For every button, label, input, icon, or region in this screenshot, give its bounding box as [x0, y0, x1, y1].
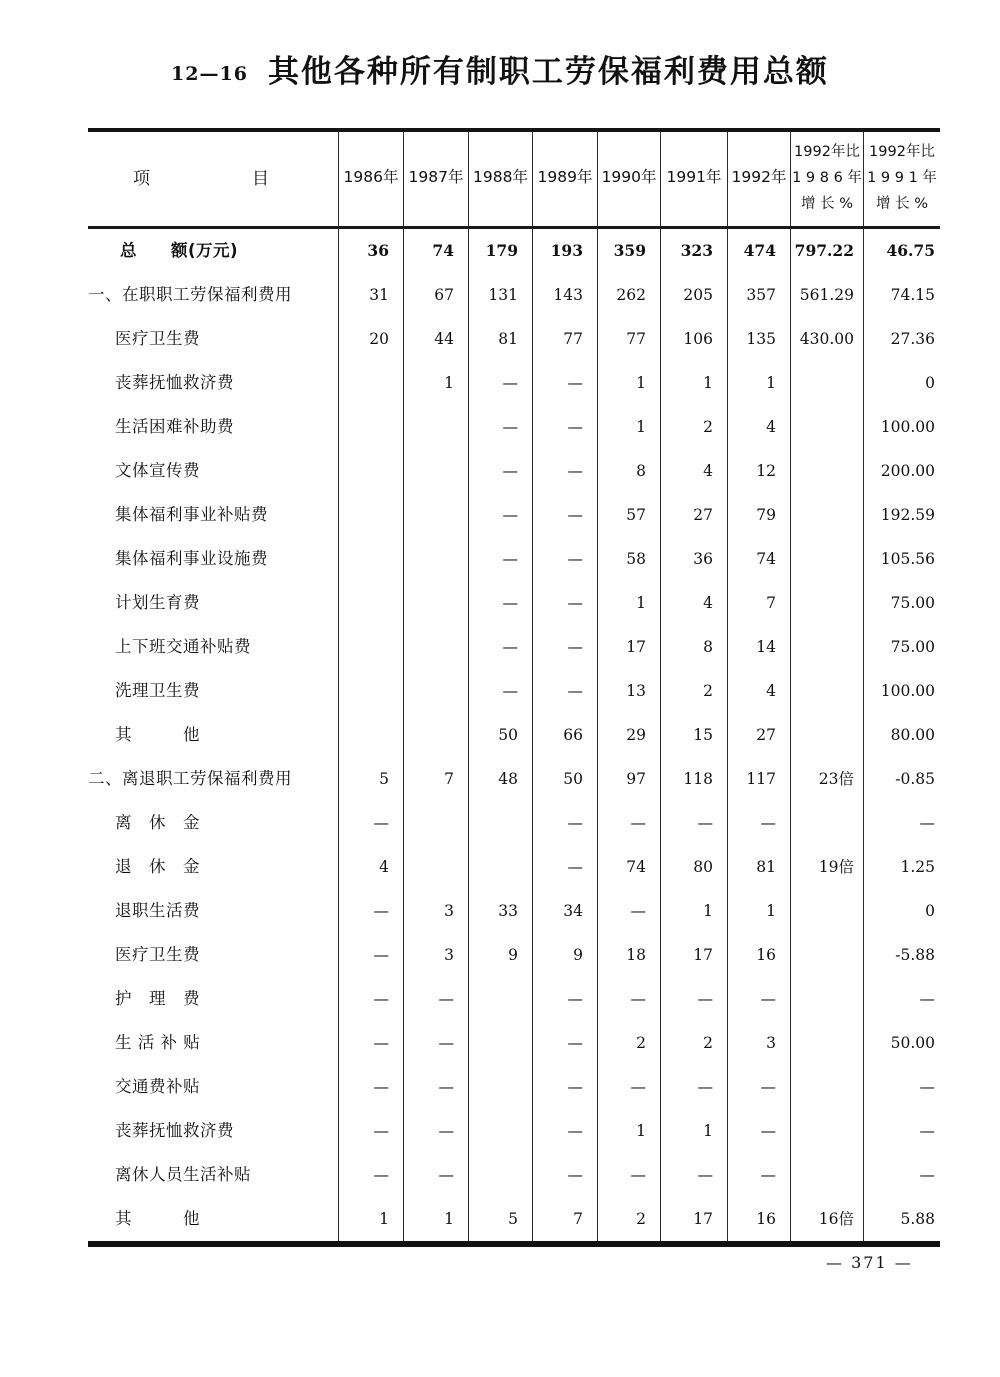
header-year-column: 1990年: [597, 132, 660, 226]
row-label: 总 额(万元): [120, 241, 239, 260]
header-year-column: 1986年: [338, 132, 403, 226]
value-cell-1986: —: [338, 933, 403, 977]
value-cell-growth-vs-1991: 75.00: [863, 625, 940, 669]
value-cell-growth-vs-1991: 1.25: [863, 845, 940, 889]
table-row: [88, 405, 940, 449]
value-cell-1990: —: [597, 801, 660, 845]
value-cell-1988: 131: [468, 273, 532, 317]
value-cell-1987: 74: [403, 229, 468, 273]
value-cell-1990: 29: [597, 713, 660, 757]
value-cell-1990: 1: [597, 405, 660, 449]
value-cell-growth-vs-1986: [790, 933, 863, 977]
value-cell-growth-vs-1986: [790, 801, 863, 845]
table-row: [88, 669, 940, 713]
value-cell-1991: —: [660, 801, 727, 845]
value-cell-1988: 33: [468, 889, 532, 933]
row-label: 集体福利事业设施费: [115, 549, 268, 568]
row-label: 护 理 费: [115, 989, 200, 1008]
value-cell-1990: 359: [597, 229, 660, 273]
value-cell-growth-vs-1991: 0: [863, 889, 940, 933]
value-cell-1987: —: [403, 1021, 468, 1065]
value-cell-1989: 66: [532, 713, 597, 757]
value-cell-1991: 2: [660, 669, 727, 713]
row-label: 二、离退职工劳保福利费用: [88, 769, 292, 788]
value-cell-1991: 118: [660, 757, 727, 801]
value-cell-1988: [468, 801, 532, 845]
table-title: 其他各种所有制职工劳保福利费用总额: [267, 54, 829, 90]
value-cell-1992: 16: [727, 1197, 790, 1241]
value-cell-growth-vs-1986: 23倍: [790, 757, 863, 801]
table-row: [88, 361, 940, 405]
row-label: 一、在职职工劳保福利费用: [88, 285, 292, 304]
value-cell-growth-vs-1991: —: [863, 1065, 940, 1109]
value-cell-1990: —: [597, 1153, 660, 1197]
value-cell-1992: 74: [727, 537, 790, 581]
value-cell-1989: 7: [532, 1197, 597, 1241]
value-cell-1991: 17: [660, 1197, 727, 1241]
value-cell-1990: 13: [597, 669, 660, 713]
value-cell-1988: 81: [468, 317, 532, 361]
table-row: [88, 317, 940, 361]
table-row: [88, 845, 940, 889]
value-cell-1988: —: [468, 405, 532, 449]
table-row: [88, 449, 940, 493]
value-cell-1992: —: [727, 1109, 790, 1153]
value-cell-growth-vs-1986: [790, 493, 863, 537]
value-cell-1989: —: [532, 845, 597, 889]
table-header: [88, 128, 940, 229]
value-cell-1992: —: [727, 801, 790, 845]
value-cell-1991: 4: [660, 581, 727, 625]
value-cell-1988: —: [468, 449, 532, 493]
value-cell-1990: —: [597, 1065, 660, 1109]
value-cell-growth-vs-1991: —: [863, 977, 940, 1021]
value-cell-1990: 58: [597, 537, 660, 581]
value-cell-1987: 7: [403, 757, 468, 801]
value-cell-1987: —: [403, 977, 468, 1021]
value-cell-1987: 1: [403, 1197, 468, 1241]
value-cell-1989: —: [532, 1153, 597, 1197]
row-label: 生活困难补助费: [115, 417, 234, 436]
table-row: [88, 229, 940, 273]
value-cell-1987: [403, 537, 468, 581]
value-cell-growth-vs-1991: 200.00: [863, 449, 940, 493]
row-label: 生 活 补 贴: [115, 1033, 201, 1052]
value-cell-1992: 81: [727, 845, 790, 889]
value-cell-1991: 15: [660, 713, 727, 757]
table-row: [88, 713, 940, 757]
value-cell-1989: —: [532, 493, 597, 537]
value-cell-growth-vs-1991: 192.59: [863, 493, 940, 537]
value-cell-1988: —: [468, 361, 532, 405]
page-number: — 371 —: [826, 1253, 913, 1272]
value-cell-1987: 44: [403, 317, 468, 361]
value-cell-1987: 67: [403, 273, 468, 317]
value-cell-1986: [338, 669, 403, 713]
table-number: 12—16: [171, 63, 248, 85]
value-cell-1992: 357: [727, 273, 790, 317]
value-cell-growth-vs-1986: [790, 449, 863, 493]
value-cell-growth-vs-1991: 80.00: [863, 713, 940, 757]
value-cell-1992: 7: [727, 581, 790, 625]
value-cell-growth-vs-1991: 100.00: [863, 405, 940, 449]
header-year-column: 1988年: [468, 132, 532, 226]
value-cell-1989: —: [532, 801, 597, 845]
value-cell-growth-vs-1986: [790, 537, 863, 581]
value-cell-1986: [338, 449, 403, 493]
growth-header-line-3: 增 长 %: [876, 196, 928, 212]
value-cell-1989: —: [532, 1065, 597, 1109]
value-cell-1989: 143: [532, 273, 597, 317]
table-row: [88, 537, 940, 581]
value-cell-1988: 48: [468, 757, 532, 801]
header-growth-column: [863, 132, 940, 226]
value-cell-1989: —: [532, 537, 597, 581]
value-cell-growth-vs-1991: 105.56: [863, 537, 940, 581]
value-cell-1990: 2: [597, 1197, 660, 1241]
table-row: [88, 801, 940, 845]
value-cell-1992: 16: [727, 933, 790, 977]
value-cell-growth-vs-1991: —: [863, 1109, 940, 1153]
table-row: [88, 757, 940, 801]
value-cell-1986: [338, 537, 403, 581]
value-cell-growth-vs-1986: 561.29: [790, 273, 863, 317]
value-cell-1989: —: [532, 1109, 597, 1153]
value-cell-1986: 31: [338, 273, 403, 317]
value-cell-1992: —: [727, 1065, 790, 1109]
value-cell-1986: —: [338, 889, 403, 933]
value-cell-growth-vs-1986: [790, 889, 863, 933]
value-cell-growth-vs-1991: 50.00: [863, 1021, 940, 1065]
value-cell-1988: [468, 1065, 532, 1109]
value-cell-1989: —: [532, 669, 597, 713]
value-cell-growth-vs-1991: 27.36: [863, 317, 940, 361]
value-cell-1989: 77: [532, 317, 597, 361]
value-cell-growth-vs-1986: [790, 1153, 863, 1197]
value-cell-growth-vs-1991: -5.88: [863, 933, 940, 977]
growth-header-line-1: 1992年比: [794, 144, 860, 160]
row-label: 退 休 金: [115, 857, 200, 876]
table-row: [88, 493, 940, 537]
value-cell-1991: —: [660, 1153, 727, 1197]
growth-header-line-3: 增 长 %: [801, 196, 853, 212]
value-cell-1992: 1: [727, 361, 790, 405]
value-cell-1991: —: [660, 977, 727, 1021]
value-cell-1992: 474: [727, 229, 790, 273]
value-cell-1986: —: [338, 1021, 403, 1065]
value-cell-1991: 2: [660, 1021, 727, 1065]
value-cell-growth-vs-1991: 46.75: [863, 229, 940, 273]
value-cell-growth-vs-1991: 100.00: [863, 669, 940, 713]
value-cell-1987: 3: [403, 933, 468, 977]
row-label: 离 休 金: [115, 813, 200, 832]
value-cell-1991: 1: [660, 1109, 727, 1153]
value-cell-1987: 1: [403, 361, 468, 405]
value-cell-1991: 106: [660, 317, 727, 361]
value-cell-1992: 4: [727, 669, 790, 713]
value-cell-1989: —: [532, 977, 597, 1021]
table-row: [88, 625, 940, 669]
table-row: [88, 581, 940, 625]
value-cell-1992: 117: [727, 757, 790, 801]
value-cell-1988: [468, 1153, 532, 1197]
value-cell-1987: [403, 713, 468, 757]
value-cell-1987: [403, 625, 468, 669]
table-row: [88, 1109, 940, 1153]
value-cell-1990: 1: [597, 581, 660, 625]
value-cell-1988: —: [468, 669, 532, 713]
value-cell-1992: 3: [727, 1021, 790, 1065]
value-cell-growth-vs-1991: 75.00: [863, 581, 940, 625]
value-cell-1986: —: [338, 801, 403, 845]
value-cell-1988: 5: [468, 1197, 532, 1241]
value-cell-1991: 36: [660, 537, 727, 581]
value-cell-1988: [468, 845, 532, 889]
value-cell-growth-vs-1986: [790, 1065, 863, 1109]
value-cell-1991: 17: [660, 933, 727, 977]
value-cell-1988: [468, 1109, 532, 1153]
value-cell-1990: 77: [597, 317, 660, 361]
value-cell-growth-vs-1986: 16倍: [790, 1197, 863, 1241]
value-cell-growth-vs-1986: [790, 405, 863, 449]
value-cell-1986: —: [338, 1109, 403, 1153]
value-cell-growth-vs-1991: -0.85: [863, 757, 940, 801]
value-cell-1991: —: [660, 1065, 727, 1109]
row-label: 集体福利事业补贴费: [115, 505, 268, 524]
value-cell-1987: [403, 449, 468, 493]
row-label: 其 他: [115, 1209, 200, 1228]
table-body: [88, 229, 940, 1247]
value-cell-growth-vs-1986: [790, 669, 863, 713]
value-cell-1986: [338, 713, 403, 757]
value-cell-1990: 74: [597, 845, 660, 889]
value-cell-1988: [468, 1021, 532, 1065]
value-cell-1991: 1: [660, 889, 727, 933]
value-cell-1989: 193: [532, 229, 597, 273]
value-cell-1992: 14: [727, 625, 790, 669]
value-cell-1986: [338, 361, 403, 405]
value-cell-1989: —: [532, 581, 597, 625]
value-cell-growth-vs-1986: [790, 977, 863, 1021]
value-cell-1987: [403, 581, 468, 625]
value-cell-growth-vs-1986: [790, 1021, 863, 1065]
value-cell-1992: 27: [727, 713, 790, 757]
value-cell-1987: [403, 493, 468, 537]
value-cell-1989: 9: [532, 933, 597, 977]
row-label: 其 他: [115, 725, 200, 744]
value-cell-1986: [338, 405, 403, 449]
value-cell-1988: —: [468, 625, 532, 669]
value-cell-1988: —: [468, 537, 532, 581]
value-cell-growth-vs-1991: 0: [863, 361, 940, 405]
table-row: [88, 273, 940, 317]
value-cell-1986: 1: [338, 1197, 403, 1241]
value-cell-1987: [403, 845, 468, 889]
value-cell-1987: 3: [403, 889, 468, 933]
value-cell-growth-vs-1986: 19倍: [790, 845, 863, 889]
table-row: [88, 1153, 940, 1197]
row-label: 丧葬抚恤救济费: [115, 1121, 234, 1140]
value-cell-1992: 12: [727, 449, 790, 493]
statistics-table: [88, 128, 940, 1247]
value-cell-growth-vs-1991: —: [863, 801, 940, 845]
value-cell-1986: 4: [338, 845, 403, 889]
value-cell-growth-vs-1991: —: [863, 1153, 940, 1197]
value-cell-1991: 80: [660, 845, 727, 889]
value-cell-1988: 179: [468, 229, 532, 273]
value-cell-1991: 4: [660, 449, 727, 493]
value-cell-1986: —: [338, 1153, 403, 1197]
value-cell-growth-vs-1986: [790, 625, 863, 669]
growth-header-line-2: 1 9 9 1 年: [867, 170, 937, 186]
value-cell-1989: —: [532, 1021, 597, 1065]
table-row: [88, 977, 940, 1021]
row-label: 医疗卫生费: [115, 945, 200, 964]
value-cell-1990: 8: [597, 449, 660, 493]
value-cell-1988: 50: [468, 713, 532, 757]
value-cell-growth-vs-1986: [790, 713, 863, 757]
value-cell-1990: —: [597, 889, 660, 933]
row-label: 上下班交通补贴费: [115, 637, 251, 656]
value-cell-1990: 97: [597, 757, 660, 801]
value-cell-1992: —: [727, 977, 790, 1021]
row-label: 医疗卫生费: [115, 329, 200, 348]
value-cell-1989: —: [532, 449, 597, 493]
value-cell-1988: [468, 977, 532, 1021]
header-year-column: 1992年: [727, 132, 790, 226]
growth-header-line-2: 1 9 8 6 年: [792, 170, 862, 186]
row-label: 丧葬抚恤救济费: [115, 373, 234, 392]
value-cell-1990: 57: [597, 493, 660, 537]
value-cell-1990: 17: [597, 625, 660, 669]
value-cell-1992: —: [727, 1153, 790, 1197]
page-title: [0, 46, 1000, 91]
value-cell-1986: [338, 493, 403, 537]
value-cell-1987: [403, 669, 468, 713]
value-cell-1990: 1: [597, 361, 660, 405]
value-cell-1991: 205: [660, 273, 727, 317]
header-year-column: 1987年: [403, 132, 468, 226]
value-cell-1990: 18: [597, 933, 660, 977]
value-cell-1989: —: [532, 625, 597, 669]
value-cell-1991: 8: [660, 625, 727, 669]
value-cell-1991: 323: [660, 229, 727, 273]
value-cell-1987: —: [403, 1065, 468, 1109]
value-cell-growth-vs-1986: [790, 361, 863, 405]
row-label: 计划生育费: [115, 593, 200, 612]
value-cell-1989: —: [532, 361, 597, 405]
header-year-column: 1991年: [660, 132, 727, 226]
value-cell-1991: 2: [660, 405, 727, 449]
value-cell-growth-vs-1991: 74.15: [863, 273, 940, 317]
value-cell-1987: [403, 405, 468, 449]
header-item-column: 项 目: [133, 169, 269, 189]
value-cell-1991: 27: [660, 493, 727, 537]
row-label: 退职生活费: [115, 901, 200, 920]
row-label: 洗理卫生费: [115, 681, 200, 700]
header-growth-column: [790, 132, 863, 226]
value-cell-1990: 262: [597, 273, 660, 317]
value-cell-1986: 5: [338, 757, 403, 801]
growth-header-line-1: 1992年比: [869, 144, 935, 160]
value-cell-growth-vs-1986: [790, 581, 863, 625]
value-cell-growth-vs-1991: 5.88: [863, 1197, 940, 1241]
value-cell-1986: —: [338, 1065, 403, 1109]
value-cell-1986: [338, 625, 403, 669]
value-cell-1992: 135: [727, 317, 790, 361]
row-label: 文体宣传费: [115, 461, 200, 480]
table-row: [88, 889, 940, 933]
value-cell-1989: 34: [532, 889, 597, 933]
table-row: [88, 1197, 940, 1241]
value-cell-1992: 79: [727, 493, 790, 537]
table-row: [88, 933, 940, 977]
value-cell-1990: 1: [597, 1109, 660, 1153]
value-cell-growth-vs-1986: 797.22: [790, 229, 863, 273]
value-cell-1986: 20: [338, 317, 403, 361]
value-cell-1988: —: [468, 493, 532, 537]
value-cell-1988: 9: [468, 933, 532, 977]
value-cell-1987: —: [403, 1109, 468, 1153]
row-label: 离休人员生活补贴: [115, 1165, 251, 1184]
value-cell-1990: 2: [597, 1021, 660, 1065]
value-cell-1992: 4: [727, 405, 790, 449]
row-label: 交通费补贴: [115, 1077, 200, 1096]
value-cell-1986: [338, 581, 403, 625]
value-cell-1989: 50: [532, 757, 597, 801]
value-cell-1989: —: [532, 405, 597, 449]
value-cell-1988: —: [468, 581, 532, 625]
value-cell-1991: 1: [660, 361, 727, 405]
value-cell-growth-vs-1986: [790, 1109, 863, 1153]
value-cell-1987: —: [403, 1153, 468, 1197]
header-year-column: 1989年: [532, 132, 597, 226]
value-cell-1986: —: [338, 977, 403, 1021]
value-cell-1986: 36: [338, 229, 403, 273]
value-cell-1992: 1: [727, 889, 790, 933]
value-cell-1987: [403, 801, 468, 845]
value-cell-1990: —: [597, 977, 660, 1021]
table-row: [88, 1021, 940, 1065]
value-cell-growth-vs-1986: 430.00: [790, 317, 863, 361]
table-row: [88, 1065, 940, 1109]
